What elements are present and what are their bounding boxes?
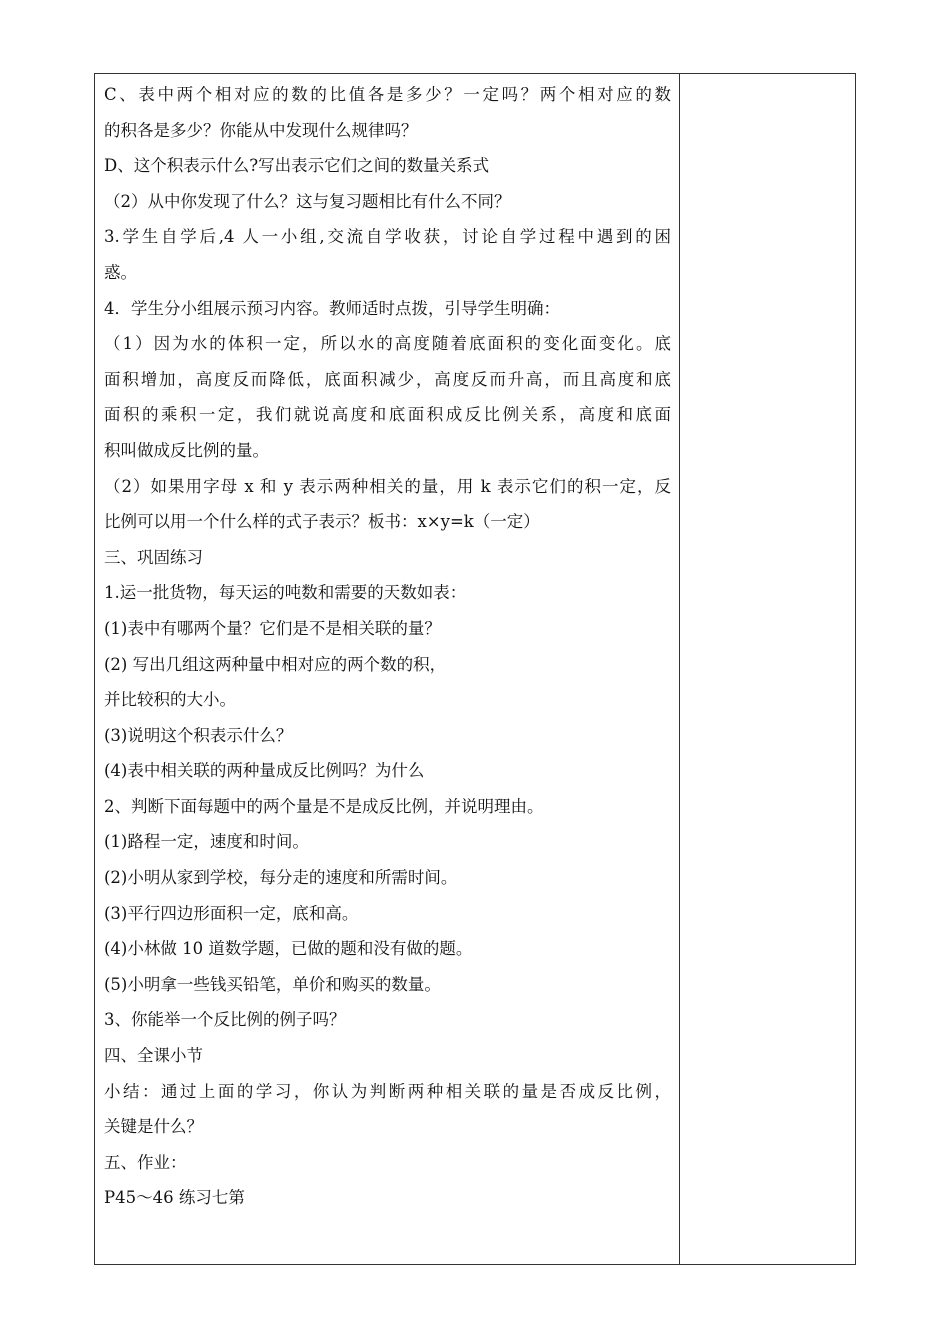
text-line: (4)小林做 10 道数学题，已做的题和没有做的题。 (104, 939, 473, 959)
text-line: 并比较积的大小。 (104, 690, 236, 710)
text-line: 1.运一批货物，每天运的吨数和需要的天数如表： (104, 583, 467, 603)
section-heading: 三、巩固练习 (104, 547, 203, 567)
notes-cell (680, 74, 855, 1264)
text-line: 惑。 (104, 262, 137, 282)
text-line: 4．学生分小组展示预习内容。教师适时点拨，引导学生明确： (104, 298, 560, 318)
text-line: P45～46 练习七第 (104, 1188, 245, 1208)
text-line: (5)小明拿一些钱买铅笔，单价和购买的数量。 (104, 974, 441, 994)
text-line: (3)平行四边形面积一定，底和高。 (104, 903, 359, 923)
text-line: D、这个积表示什么?写出表示它们之间的数量关系式 (104, 156, 490, 176)
text-line: 面积增加，高度反而降低，底面积减少，高度反而升高，而且高度和底 (104, 369, 671, 389)
text-line: (4)表中相关联的两种量成反比例吗？为什么 (104, 761, 425, 781)
text-line: 积叫做成反比例的量。 (104, 440, 269, 460)
text-line: （2）如果用字母 x 和 y 表示两种相关的量，用 k 表示它们的积一定，反 (104, 476, 671, 496)
lesson-table (94, 73, 856, 1265)
text-line: 的积各是多少？你能从中发现什么规律吗？ (104, 120, 418, 140)
lesson-content-cell (95, 74, 680, 1264)
text-line: （1）因为水的体积一定，所以水的高度随着底面积的变化面变化。底 (104, 334, 671, 354)
section-heading: 四、全课小节 (104, 1046, 203, 1066)
text-line: (1)路程一定，速度和时间。 (104, 832, 309, 852)
text-line: （2）从中你发现了什么？这与复习题相比有什么不同？ (104, 191, 511, 211)
text-line: 面积的乘积一定，我们就说高度和底面积成反比例关系，高度和底面 (104, 405, 671, 425)
section-heading: 五、作业： (104, 1152, 187, 1172)
text-line: 关键是什么？ (104, 1117, 203, 1137)
text-line: 比例可以用一个什么样的式子表示？板书：x×y=k（一定） (104, 512, 540, 532)
text-line: 2、判断下面每题中的两个量是不是成反比例，并说明理由。 (104, 796, 544, 816)
text-line: 小结：通过上面的学习，你认为判断两种相关联的量是否成反比例， (104, 1081, 671, 1101)
text-line: 3.学生自学后,4 人一小组,交流自学收获，讨论自学过程中遇到的困 (104, 227, 671, 247)
text-line: C、表中两个相对应的数的比值各是多少？一定吗？两个相对应的数 (104, 85, 671, 104)
text-line: (3)说明这个积表示什么？ (104, 725, 293, 745)
text-line: (1)表中有哪两个量？它们是不是相关联的量？ (104, 618, 441, 638)
text-line: (2) 写出几组这两种量中相对应的两个数的积， (104, 654, 447, 674)
text-line: 3、你能举一个反比例的例子吗？ (104, 1010, 346, 1030)
text-line: (2)小明从家到学校，每分走的速度和所需时间。 (104, 868, 458, 888)
